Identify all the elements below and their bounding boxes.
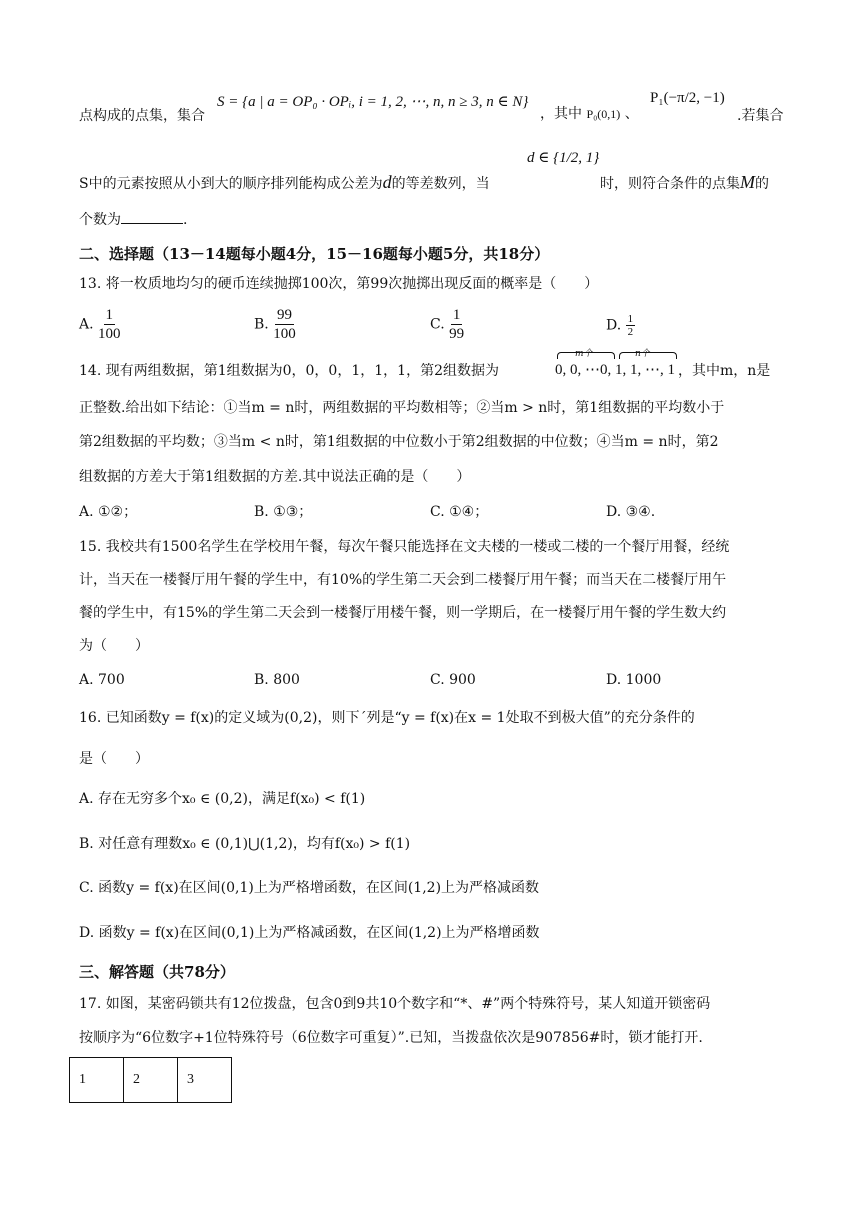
q13-option-d[interactable] <box>606 313 635 338</box>
denominator: 99 <box>449 326 465 342</box>
option-label: C. <box>430 316 445 333</box>
q14-sequence <box>555 348 677 384</box>
dial-cell: 1 <box>70 1058 124 1103</box>
q16-option-c[interactable]: C. 函数y = f(x)在区间(0,1)上为严格增函数，在区间(1,2)上为严格减函数 <box>79 880 540 896</box>
q12-line2-c <box>600 172 769 194</box>
denominator: 2 <box>627 326 634 338</box>
q13-option-c[interactable] <box>430 306 464 343</box>
q14-line3: 第2组数据的平均数；③当m < n时，第1组数据的中位数小于第2组数据的中位数；④当m = n时，第2 <box>79 434 719 450</box>
brace-m <box>557 352 615 359</box>
q12-line2-text: S中的元素按照从小到大的顺序排列能构成公差为 <box>79 176 383 192</box>
point-p0: P₀(0,1) <box>586 107 621 121</box>
q13-option-b[interactable] <box>254 306 296 343</box>
option-label: D. <box>606 317 622 334</box>
q16-option-d[interactable]: D. 函数y = f(x)在区间(0,1)上为严格减函数，在区间(1,2)上为严格增函数 <box>79 925 540 941</box>
lock-dial-table <box>69 1057 232 1103</box>
q14-line1-b: ，其中m，n是 <box>678 363 771 379</box>
q14-option-d[interactable]: D. ③④. <box>606 504 656 520</box>
q12-text-c: 、 <box>624 106 639 122</box>
fraction <box>273 306 296 343</box>
section2-title: 二、选择题（13－14题每小题4分，15－16题每小题5分，共18分） <box>79 245 550 263</box>
dial-cell: 3 <box>178 1058 232 1103</box>
d-condition <box>527 148 599 168</box>
denominator: 100 <box>273 326 296 342</box>
q14-option-c[interactable]: C. ①④； <box>430 504 489 520</box>
q15-option-c[interactable]: C. 900 <box>430 672 476 688</box>
point-p1-block <box>650 88 725 108</box>
var-m: M <box>740 172 755 192</box>
q12-line3-end: . <box>183 212 188 228</box>
numerator: 99 <box>276 307 292 323</box>
q15-option-d[interactable]: D. 1000 <box>606 672 662 688</box>
q14-line4: 组数据的方差大于第1组数据的方差.其中说法正确的是（ ） <box>79 469 471 485</box>
q13-stem: 13. 将一枚质地均匀的硬币连续抛掷100次，第99次抛掷出现反面的概率是（ ） <box>79 276 599 292</box>
q15-line3: 餐的学生中，有15%的学生第二天会到一楼餐厅用楼午餐，则一学期后，在一楼餐厅用午餐的学生数大约 <box>79 605 727 621</box>
option-label: A. <box>79 316 94 333</box>
seq-values: 0, 0, ⋯0, 1, 1, ⋯, 1 <box>555 362 675 378</box>
q12-line1-b <box>540 104 639 124</box>
answer-blank[interactable] <box>121 209 183 224</box>
q16-option-b[interactable]: B. 对任意有理数x₀ ∈ (0,1)⋃(1,2)，均有f(x₀) > f(1) <box>79 836 411 852</box>
brace-n <box>619 352 677 359</box>
numerator: 1 <box>105 307 114 323</box>
q17-line1: 17. 如图，某密码锁共有12位拨盘，包含0到9共10个数字和“*、#”两个特殊符号，某人知道开锁密码 <box>79 996 711 1012</box>
q12-line2 <box>79 172 490 194</box>
q12-line1-d <box>737 106 783 126</box>
fraction <box>98 306 121 343</box>
q12-line3-text: 个数为 <box>79 212 121 228</box>
set-s-expression: S = {a | a = OP₀ · OPᵢ, i = 1, 2, ⋯, n, n ≥ 3, n ∈ N} <box>217 94 529 110</box>
q16-line2: 是（ ） <box>79 751 149 767</box>
table-row <box>70 1058 232 1103</box>
numerator: 1 <box>627 313 634 325</box>
denominator: 100 <box>98 326 121 342</box>
dial-cell: 2 <box>124 1058 178 1103</box>
q15-option-a[interactable]: A. 700 <box>79 672 125 688</box>
q14-line1: 14. 现有两组数据，第1组数据为0，0，0，1，1，1，第2组数据为 <box>79 363 499 379</box>
q15-option-b[interactable]: B. 800 <box>254 672 300 688</box>
q12-line3 <box>79 209 187 230</box>
q12-line2-text-b: 的等差数列，当 <box>391 176 490 192</box>
fraction <box>626 313 636 338</box>
numerator: 1 <box>452 307 461 323</box>
d-condition-expr: d ∈ {1/2, 1} <box>527 150 600 166</box>
q17-line2: 按顺序为“6位数字+1位特殊符号（6位数字可重复）”.已知，当拨盘依次是907856#时，锁才能打开. <box>79 1030 703 1046</box>
q12-text-d: .若集合 <box>737 108 784 124</box>
q12-text-b: ，其中 <box>540 106 582 122</box>
q16-line1: 16. 已知函数y = f(x)的定义域为(0,2)，则下ˊ列是“y = f(x)在x = 1处取不到极大值”的充分条件的 <box>79 710 695 726</box>
q15-line4: 为（ ） <box>79 638 149 654</box>
option-label: B. <box>254 316 269 333</box>
point-p1: P₁(−π/2, −1) <box>650 90 725 106</box>
set-s-formula <box>217 92 528 112</box>
q12-line1 <box>79 106 205 126</box>
q12-line2-text-c: 时，则符合条件的点集 <box>600 176 740 192</box>
section3-title: 三、解答题（共78分） <box>79 963 235 981</box>
q13-option-a[interactable] <box>79 306 121 343</box>
q12-line2-text-d: 的 <box>755 176 769 192</box>
seq-label-m: m个 <box>575 349 593 359</box>
q15-line2: 计，当天在一楼餐厅用午餐的学生中，有10%的学生第二天会到二楼餐厅用午餐；而当天在二楼餐厅用午 <box>79 572 727 588</box>
seq-label-n: n个 <box>635 349 650 359</box>
q14-option-b[interactable]: B. ①③； <box>254 504 313 520</box>
fraction <box>449 306 464 343</box>
q14-option-a[interactable]: A. ①②； <box>79 504 138 520</box>
var-d: d <box>382 172 392 192</box>
q14-line2: 正整数.给出如下结论：①当m = n时，两组数据的平均数相等；②当m > n时，第1组数据的平均数小于 <box>79 400 725 416</box>
q12-text: 点构成的点集，集合 <box>79 108 205 124</box>
q15-line1: 15. 我校共有1500名学生在学校用午餐，每次午餐只能选择在文夫楼的一楼或二楼的一个餐厅用餐，经统 <box>79 539 730 555</box>
q16-option-a[interactable]: A. 存在无穷多个x₀ ∈ (0,2)，满足f(x₀) < f(1) <box>79 791 366 807</box>
